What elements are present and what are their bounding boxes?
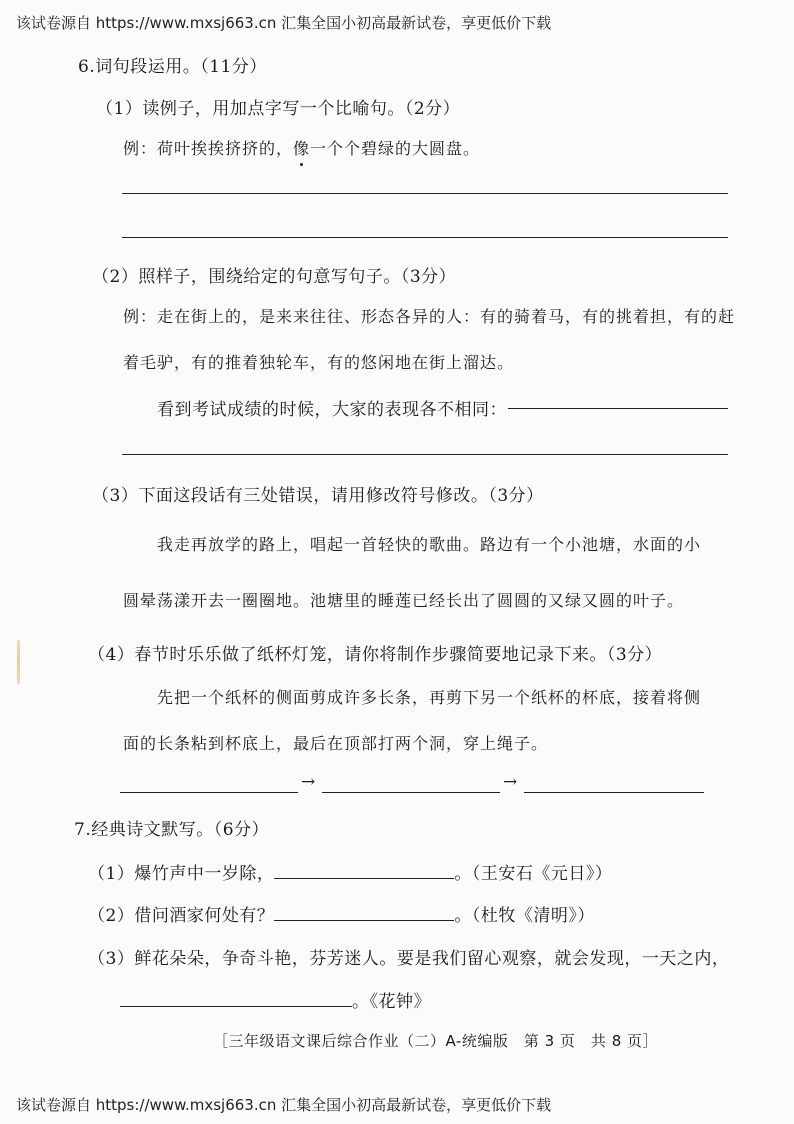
arrow-1: → <box>301 772 316 792</box>
q6-2-task: 看到考试成绩的时候，大家的表现各不相同： <box>157 400 507 420</box>
scan-artifact <box>17 640 20 684</box>
answer-line-6-2b[interactable] <box>122 454 728 455</box>
q7-1-after: 。（王安石《元日》） <box>454 864 613 884</box>
q7-item-3: （3）鲜花朵朵，争奇斗艳，芬芳迷人。要是我们留心观察，就会发现，一天之内， <box>88 949 730 969</box>
top-watermark: 该试卷源自 https://www.mxsj663.cn 汇集全国小初高最新试卷，享更低价下载 <box>16 14 552 32</box>
answer-line-6-2a[interactable] <box>508 408 728 409</box>
page-footer: ［三年级语文课后综合作业（二）A-统编版 第 3 页 共 8 页］ <box>213 1032 659 1050</box>
step-blank-2[interactable] <box>322 792 500 793</box>
step-blank-3[interactable] <box>524 792 704 793</box>
q6-3-passage-line1: 我走再放学的路上，唱起一首轻快的歌曲。路边有一个小池塘，水面的小 <box>157 535 702 554</box>
bottom-watermark: 该试卷源自 https://www.mxsj663.cn 汇集全国小初高最新试卷，享更低价下载 <box>16 1096 552 1114</box>
answer-blank-7-1[interactable] <box>274 877 454 879</box>
q7-item-1 <box>88 859 612 884</box>
q7-item-2 <box>88 901 595 926</box>
q6-1-example <box>123 136 480 159</box>
step-blank-1[interactable] <box>120 792 298 793</box>
q7-2-before: （2）借问酒家何处有？ <box>88 906 275 926</box>
q6-1-example-after: 一个个碧绿的大圆盘。 <box>310 139 481 158</box>
q7-2-after: 。（杜牧《清明》） <box>454 906 595 926</box>
q6-1-example-before: 例：荷叶挨挨挤挤的， <box>123 139 294 158</box>
q7-3-after: 。《花钟》 <box>352 992 431 1012</box>
q7-title: 7.经典诗文默写。（6分） <box>74 820 270 840</box>
answer-line-6-1b[interactable] <box>122 237 728 238</box>
q6-2-example-line1: 例：走在街上的，是来来往往、形态各异的人：有的骑着马，有的挑着担，有的赶 <box>123 307 736 326</box>
q7-1-before: （1）爆竹声中一岁除， <box>88 864 275 884</box>
q6-title: 6.词句段运用。（11分） <box>78 57 267 77</box>
q6-4-text-line1: 先把一个纸杯的侧面剪成许多长条，再剪下另一个纸杯的杯底，接着将侧 <box>157 688 702 707</box>
q6-3-passage-line2: 圆晕荡漾开去一圈圈地。池塘里的睡莲已经长出了圆圆的又绿又圆的叶子。 <box>123 591 685 610</box>
emphasis-dot-char: 像 <box>293 136 310 159</box>
answer-blank-7-2[interactable] <box>274 919 454 921</box>
q6-1-prompt: （1）读例子，用加点字写一个比喻句。（2分） <box>96 99 461 119</box>
q7-item-3-answer <box>120 987 431 1012</box>
q6-4-text-line2: 面的长条粘到杯底上，最后在顶部打两个洞，穿上绳子。 <box>123 734 549 753</box>
q6-2-example-line2: 着毛驴，有的推着独轮车，有的悠闲地在街上溜达。 <box>123 353 515 372</box>
answer-blank-7-3[interactable] <box>120 1005 352 1007</box>
answer-line-6-1a[interactable] <box>122 193 728 194</box>
q6-4-prompt: （4）春节时乐乐做了纸杯灯笼，请你将制作步骤简要地记录下来。（3分） <box>88 645 663 665</box>
q6-2-prompt: （2）照样子，围绕给定的句意写句子。（3分） <box>92 267 457 287</box>
q6-3-prompt: （3）下面这段话有三处错误，请用修改符号修改。（3分） <box>92 486 544 506</box>
arrow-2: → <box>503 772 518 792</box>
